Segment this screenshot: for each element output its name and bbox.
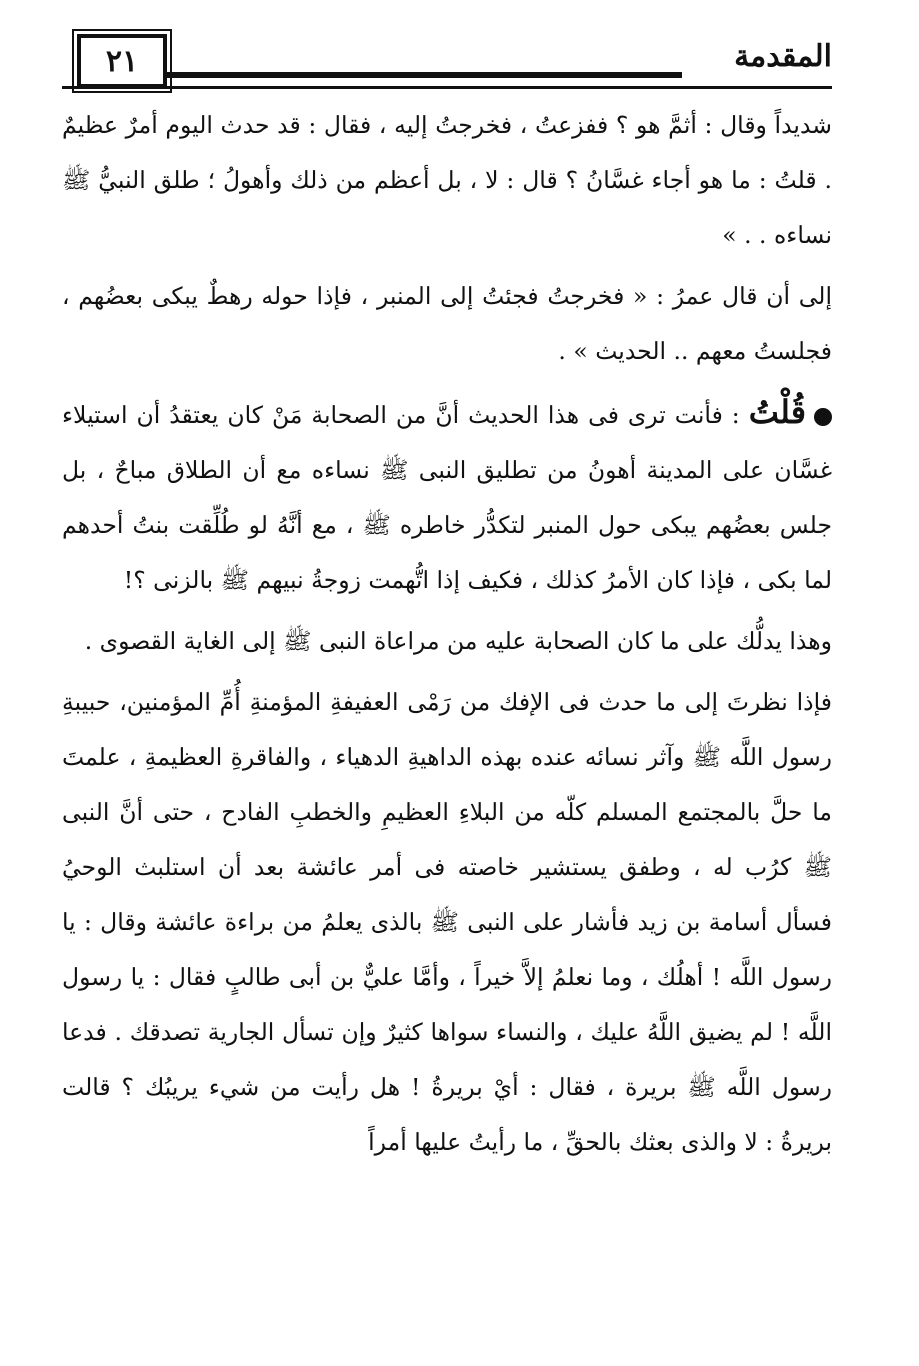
book-page <box>62 28 832 1170</box>
paragraph-2: إلى أن قال عمرُ : « فخرجتُ فجئتُ إلى المنبر ، فإذا حوله رهطٌ يبكى بعضُهم ، فجلستُ معهم .. الحديث » . <box>62 282 832 365</box>
page-header <box>62 28 832 98</box>
note-text: : فأنت ترى فى هذا الحديث أنَّ من الصحابة مَنْ كان يعتقدُ أن استيلاء غسَّان على المدينة أهونُ من تطليق النبى ﷺ نساءه مع أن الطلاق مباحٌ ، بل جلس بعضُهم يبكى حول المنبر لتكدُّر خاطره ﷺ ، مع أنَّهُ لو طُلِّقت بنتُ أحدهم لما بكى ، فإذا كان الأمرُ كذلك ، فكيف إذا اتُّهمت زوجةُ نبيهم ﷺ بالزنى ؟! <box>62 401 832 594</box>
bullet-icon <box>814 408 832 426</box>
note-paragraph <box>62 385 832 608</box>
paragraph-1: شديداً وقال : أثمَّ هو ؟ ففزعتُ ، فخرجتُ إليه ، فقال : قد حدث اليوم أمرٌ عظيمٌ . قلتُ : ما هو أجاء غسَّانُ ؟ قال : لا ، بل أعظم من ذلك وأهولُ ؛ طلق النبيُّ ﷺ نساءه . . » <box>62 111 832 249</box>
section-title: المقدمة <box>734 39 832 74</box>
note-lead-word: قُلْتُ <box>748 393 806 431</box>
paragraph-4: فإذا نظرتَ إلى ما حدث فى الإفك من رَمْى العفيفةِ المؤمنةِ أُمِّ المؤمنين، حبيبةِ رسول اللَّه ﷺ وآثر نسائه عنده بهذه الداهيةِ الدهياء ، والفاقرةِ العظيمةِ ، علمتَ ما حلَّ بالمجتمع المسلم كلّه من البلاءِ العظيمِ والخطبِ الفادح ، حتى أنَّ النبى ﷺ كرُب له ، وطفق يستشير خاصته فى أمر عائشة بعد أن استلبث الوحيُ فسأل أسامة بن زيد فأشار على النبى ﷺ بالذى يعلمُ من براءة عائشة وقال : يا رسول اللَّه ! أهلُك ، وما نعلمُ إلاَّ خيراً ، وأمَّا عليٌّ بن أبى طالبٍ فقال : يا رسول اللَّه ! لم يضيق اللَّهُ عليك ، والنساء سواها كثيرٌ وإن تسأل الجارية تصدقك . فدعا رسول اللَّه ﷺ بريرة ، فقال : أيْ بريرةُ ! هل رأيت من شيء يريبُك ؟ قالت بريرةُ : لا والذى بعثك بالحقِّ ، ما رأيتُ عليها أمراً <box>62 688 832 1156</box>
paragraph-3: وهذا يدلُّك على ما كان الصحابة عليه من مراعاة النبى ﷺ إلى الغاية القصوى . <box>84 627 832 655</box>
header-rule-thick <box>167 72 682 78</box>
header-rule-thin <box>62 86 832 89</box>
page-number: ٢١ <box>77 34 167 88</box>
